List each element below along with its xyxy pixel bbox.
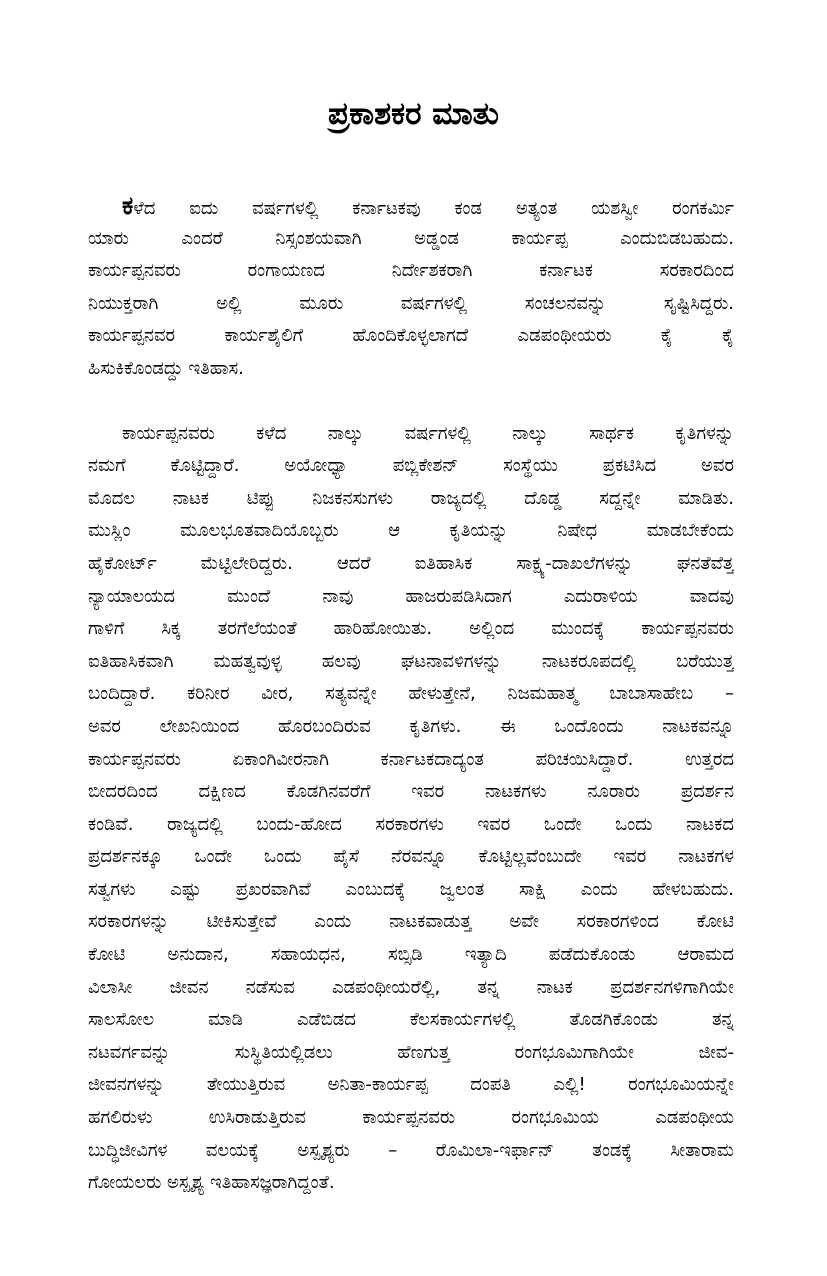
text-line: ಕಂಡಿವೆ. ರಾಜ್ಯದಲ್ಲಿ ಬಂದು-ಹೋದ ಸರಕಾರಗಳು ಇವರ ಒಂದೇ ಒಂದು ನಾಟಕದ bbox=[88, 813, 734, 835]
paragraph-2 bbox=[88, 418, 734, 1200]
text-line: ಪ್ರದರ್ಶನಕ್ಕೂ ಒಂದೇ ಒಂದು ಪೈಸೆ ನೆರವನ್ನೂ ಕೊಟ್ಟಿಲ್ಲವೆಂಬುದೇ ಇವರ ನಾಟಕಗಳ bbox=[88, 846, 734, 868]
text-line: ಸರಕಾರಗಳನ್ನು ಟೀಕಿಸುತ್ತೇವೆ ಎಂದು ನಾಟಕವಾಡುತ್ತ ಅವೇ ಸರಕಾರಗಳಿಂದ ಕೋಟಿ bbox=[88, 911, 734, 933]
text-line: ಸತ್ವಗಳು ಎಷ್ಟು ಪ್ರಖರವಾಗಿವೆ ಎಂಬುದಕ್ಕೆ ಜ್ವಲಂತ ಸಾಕ್ಷಿ ಎಂದು ಹೇಳಬಹುದು. bbox=[88, 878, 734, 900]
text-line: ಸಾಲಸೋಲ ಮಾಡಿ ಎಡೆಬಿಡದ ಕೆಲಸಕಾರ್ಯಗಳಲ್ಲಿ ತೊಡಗಿಕೊಂಡು ತನ್ನ bbox=[88, 1009, 734, 1031]
text-line: ಗಾಳಿಗೆ ಸಿಕ್ಕ ತರಗೆಲೆಯಂತೆ ಹಾರಿಹೋಯಿತು. ಅಲ್ಲಿಂದ ಮುಂದಕ್ಕೆ ಕಾರ್ಯಪ್ಪನವರು bbox=[88, 618, 734, 640]
text-line: ಬುದ್ಧಿಜೀವಿಗಳ ವಲಯಕ್ಕೆ ಅಸ್ಪೃಶ್ಯರು – ರೊಮಿಲಾ-ಇರ್ಫಾನ್ ತಂಡಕ್ಕೆ ಸೀತಾರಾಮ bbox=[88, 1139, 734, 1161]
text-line: ಐತಿಹಾಸಿಕವಾಗಿ ಮಹತ್ವವುಳ್ಳ ಹಲವು ಘಟನಾವಳಿಗಳನ್ನು ನಾಟಕರೂಪದಲ್ಲಿ ಬರೆಯುತ್ತ bbox=[88, 650, 734, 672]
text-line bbox=[88, 190, 734, 223]
text-line: ಮುಸ್ಲಿಂ ಮೂಲಭೂತವಾದಿಯೊಬ್ಬರು ಆ ಕೃತಿಯನ್ನು ನಿಷೇಧ ಮಾಡಬೇಕೆಂದು bbox=[88, 520, 734, 542]
text-line: ಹಗಲಿರುಳು ಉಸಿರಾಡುತ್ತಿರುವ ಕಾರ್ಯಪ್ಪನವರು ರಂಗಭೂಮಿಯ ಎಡಪಂಥೀಯ bbox=[88, 1107, 734, 1129]
text-line: ಹೈಕೋರ್ಟ್ ಮೆಟ್ಟಿಲೇರಿದ್ದರು. ಆದರೆ ಐತಿಹಾಸಿಕ ಸಾಕ್ಷ್ಯ-ದಾಖಲೆಗಳನ್ನು ಘನತೆವೆತ್ತ bbox=[88, 552, 734, 574]
text-line: ನ್ಯಾಯಾಲಯದ ಮುಂದೆ ನಾವು ಹಾಜರುಪಡಿಸಿದಾಗ ಎದುರಾಳಿಯ ವಾದವು bbox=[88, 585, 734, 607]
text-line: ಅವರ ಲೇಖನಿಯಿಂದ ಹೊರಬಂದಿರುವ ಕೃತಿಗಳು. ಈ ಒಂದೊಂದು ನಾಟಕವನ್ನೂ bbox=[88, 715, 734, 737]
text-line: ಜೀವನಗಳನ್ನು ತೇಯುತ್ತಿರುವ ಅನಿತಾ-ಕಾರ್ಯಪ್ಪ ದಂಪತಿ ಎಲ್ಲಿ! ರಂಗಭೂಮಿಯನ್ನೇ bbox=[88, 1074, 734, 1096]
text-line: ಕಾರ್ಯಪ್ಪನವರು ಕಳೆದ ನಾಲ್ಕು ವರ್ಷಗಳಲ್ಲಿ ನಾಲ್ಕು ಸಾರ್ಥಕ ಕೃತಿಗಳನ್ನು bbox=[122, 422, 734, 444]
text-line: ಕೋಟಿ ಅನುದಾನ, ಸಹಾಯಧನ, ಸಬ್ಸಿಡಿ ಇತ್ಯಾದಿ ಪಡೆದುಕೊಂಡು ಆರಾಮದ bbox=[88, 944, 734, 966]
text-line: ನಮಗೆ ಕೊಟ್ಟಿದ್ದಾರೆ. ಅಯೋಧ್ಯಾ ಪಬ್ಲಿಕೇಶನ್ ಸಂಸ್ಥೆಯು ಪ್ರಕಟಿಸಿದ ಅವರ bbox=[88, 455, 734, 477]
body-text bbox=[88, 190, 734, 1200]
text-line: ಹಿಸುಕಿಕೊಂಡದ್ದು ಇತಿಹಾಸ. bbox=[88, 357, 244, 379]
text-line-content: ಳೆದ ಐದು ವರ್ಷಗಳಲ್ಲಿ ಕರ್ನಾಟಕವು ಕಂಡ ಅತ್ಯಂತ ಯಶಸ್ವೀ ರಂಗಕರ್ಮಿ bbox=[133, 198, 734, 219]
page-title: ಪ್ರಕಾಶಕರ ಮಾತು bbox=[328, 96, 499, 132]
text-line: ಬಂದಿದ್ದಾರೆ. ಕರಿನೀರ ವೀರ, ಸತ್ಯವನ್ನೇ ಹೇಳುತ್ತೇನೆ, ನಿಜಮಹಾತ್ಮ ಬಾಬಾಸಾಹೇಬ – bbox=[88, 683, 734, 705]
text-line: ಮೊದಲ ನಾಟಕ ಟಿಪ್ಪು ನಿಜಕನಸುಗಳು ರಾಜ್ಯದಲ್ಲಿ ದೊಡ್ಡ ಸದ್ದನ್ನೇ ಮಾಡಿತು. bbox=[88, 487, 734, 509]
text-line: ಯಾರು ಎಂದರೆ ನಿಸ್ಸಂಶಯವಾಗಿ ಅಡ್ಡಂಡ ಕಾರ್ಯಪ್ಪ ಎಂದುಬಿಡಬಹುದು. bbox=[88, 227, 734, 249]
text-line: ನಿಯುಕ್ತರಾಗಿ ಅಲ್ಲಿ ಮೂರು ವರ್ಷಗಳಲ್ಲಿ ಸಂಚಲನವನ್ನು ಸೃಷ್ಟಿಸಿದ್ದರು. bbox=[88, 292, 734, 314]
text-line: ಕಾರ್ಯಪ್ಪನವರು ಏಕಾಂಗಿವೀರನಾಗಿ ಕರ್ನಾಟಕದಾದ್ಯಂತ ಪರಿಚಯಿಸಿದ್ದಾರೆ. ಉತ್ತರದ bbox=[88, 748, 734, 770]
text-line: ನಟವರ್ಗವನ್ನು ಸುಸ್ಥಿತಿಯಲ್ಲಿಡಲು ಹೆಣಗುತ್ತ ರಂಗಭೂಮಿಗಾಗಿಯೇ ಜೀವ- bbox=[88, 1041, 734, 1063]
drop-cap: ಕ bbox=[122, 191, 134, 220]
paragraph-1 bbox=[88, 190, 734, 386]
text-line: ಕಾರ್ಯಪ್ಪನವರು ರಂಗಾಯಣದ ನಿರ್ದೇಶಕರಾಗಿ ಕರ್ನಾಟಕ ಸರಕಾರದಿಂದ bbox=[88, 260, 734, 282]
text-line: ಗೋಯಲರು ಅಸ್ಪೃಶ್ಯ ಇತಿಹಾಸಜ್ಞರಾಗಿದ್ದಂತೆ. bbox=[88, 1172, 335, 1194]
text-line: ವಿಲಾಸೀ ಜೀವನ ನಡೆಸುವ ಎಡಪಂಥೀಯರೆಲ್ಲಿ, ತನ್ನ ನಾಟಕ ಪ್ರದರ್ಶನಗಳಿಗಾಗಿಯೇ bbox=[88, 976, 734, 998]
text-line: ಕಾರ್ಯಪ್ಪನವರ ಕಾರ್ಯಶೈಲಿಗೆ ಹೊಂದಿಕೊಳ್ಳಲಾಗದೆ ಎಡಪಂಥೀಯರು ಕೈ ಕೈ bbox=[88, 325, 734, 347]
text-line: ಬೀದರದಿಂದ ದಕ್ಷಿಣದ ಕೊಡಗಿನವರೆಗೆ ಇವರ ನಾಟಕಗಳು ನೂರಾರು ಪ್ರದರ್ಶನ bbox=[88, 781, 734, 803]
